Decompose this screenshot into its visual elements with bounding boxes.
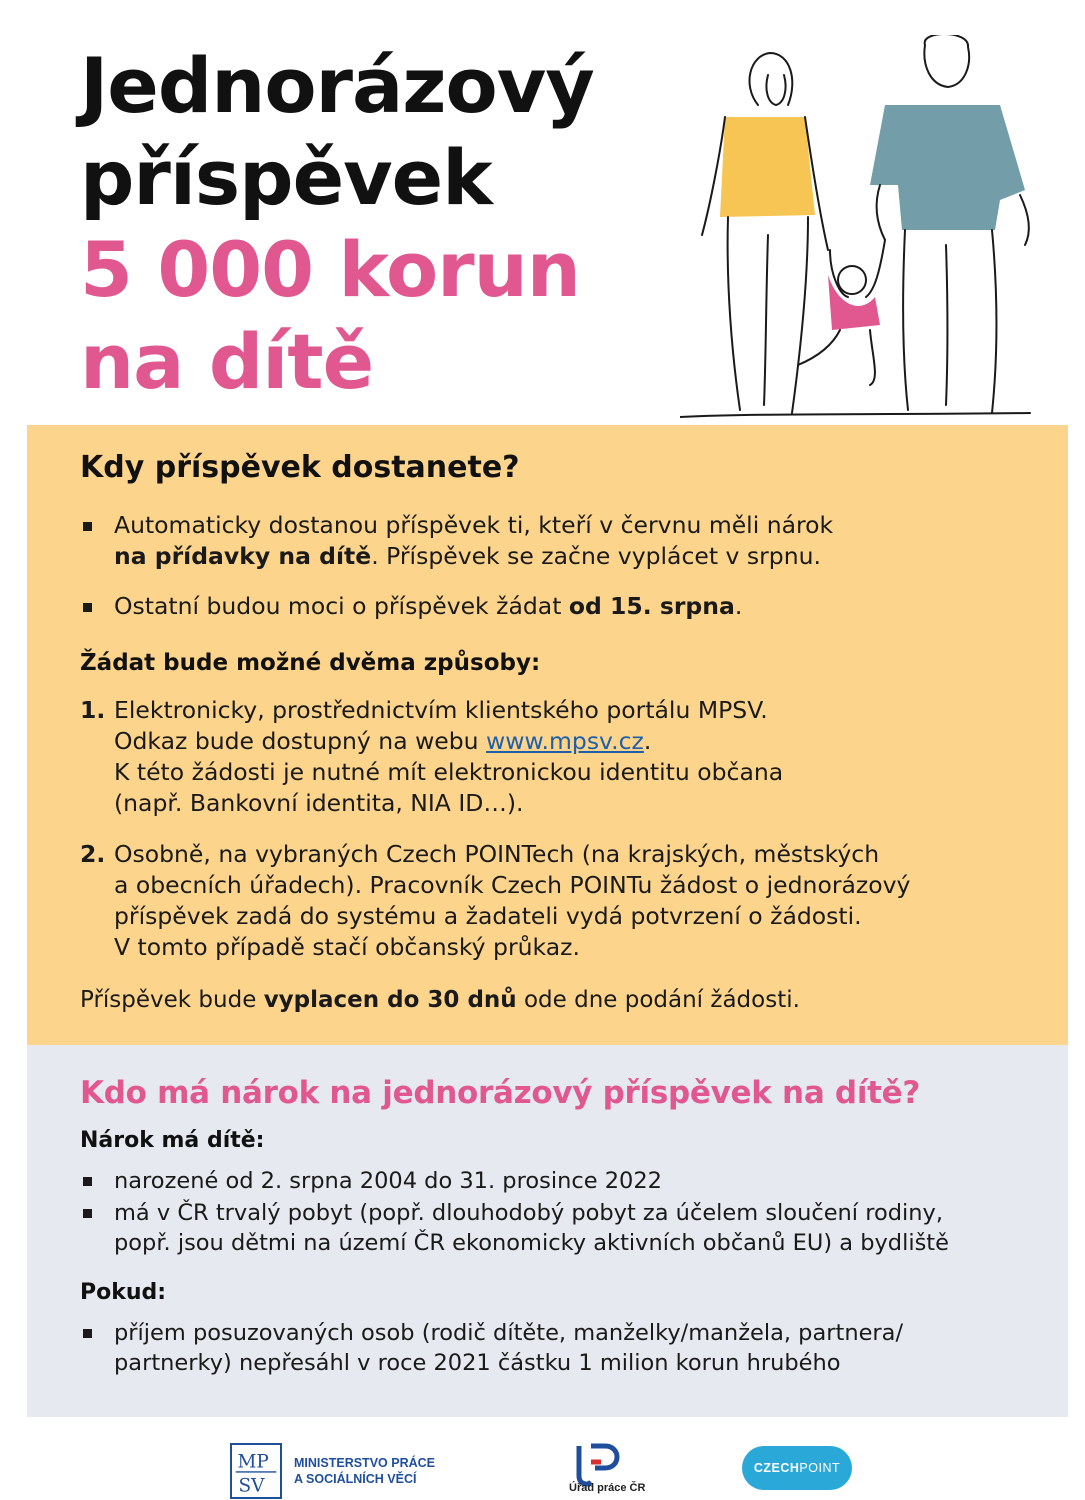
way1-line4: (např. Bankovní identita, NIA ID…). xyxy=(114,789,524,817)
bullet-square-icon xyxy=(83,522,92,531)
bullet1-tail: . Příspěvek se začne vyplácet v srpnu. xyxy=(371,542,821,570)
way2-line3: příspěvek zadá do systému a žadateli vydá potvrzení o žádosti. xyxy=(114,902,862,930)
way1-line3: K této žádosti je nutné mít elektronickou identitu občana xyxy=(114,758,784,786)
page-title xyxy=(80,40,594,408)
bullet-square-icon xyxy=(83,1177,92,1186)
payout-text: Příspěvek bude xyxy=(80,987,264,1013)
cp-part1: CZECH xyxy=(753,1461,800,1475)
who-item3-line2: partnerky) nepřesáhl v roce 2021 částku 1 milion korun hrubého xyxy=(114,1350,841,1376)
bullet-square-icon xyxy=(83,1329,92,1338)
way1-number: 1. xyxy=(80,696,106,724)
svg-text:SV: SV xyxy=(238,1475,265,1497)
mpsv-link[interactable]: www.mpsv.cz xyxy=(486,727,644,755)
way2-line4: V tomto případě stačí občanský průkaz. xyxy=(114,933,580,961)
way2-number: 2. xyxy=(80,840,106,868)
payout-tail: ode dne podání žádosti. xyxy=(516,987,800,1013)
bullet1-bold: na přídavky na dítě xyxy=(114,542,372,570)
way2-line2: a obecních úřadech). Pracovník Czech POINTu žádost o jednorázový xyxy=(114,871,911,899)
title-line-2: příspěvek xyxy=(80,133,492,222)
cp-part2: POINT xyxy=(799,1461,841,1475)
who-heading: Kdo má nárok na jednorázový příspěvek na dítě? xyxy=(80,1075,921,1111)
entitled-heading: Nárok má dítě: xyxy=(80,1128,265,1153)
amount-line-2: na dítě xyxy=(80,317,374,406)
who-item2-line2: popř. jsou dětmi na území ČR ekonomicky aktivních občanů EU) a bydliště xyxy=(114,1230,949,1256)
title-line-1: Jednorázový xyxy=(80,41,594,130)
bullet1-text: Automaticky dostanou příspěvek ti, kteří v červnu měli nárok xyxy=(114,511,834,539)
way1-line2: Odkaz bude dostupný na webu xyxy=(114,727,487,755)
mpsv-logo-icon xyxy=(230,1443,282,1499)
urad-prace-label: Úřad práce ČR xyxy=(569,1482,646,1494)
who-item1: narozené od 2. srpna 2004 do 31. prosince 2022 xyxy=(114,1168,662,1194)
czechpoint-logo xyxy=(742,1446,852,1490)
hero xyxy=(0,0,1085,425)
family-illustration xyxy=(680,35,1050,430)
bullet2-text: Ostatní budou moci o příspěvek žádat xyxy=(114,592,569,620)
way1-line1: Elektronicky, prostřednictvím klientského portálu MPSV. xyxy=(114,696,768,724)
payout-note xyxy=(80,984,1040,1016)
way1-line2-tail: . xyxy=(643,727,652,755)
way2-line1: Osobně, na vybraných Czech POINTech (na krajských, městských xyxy=(114,840,880,868)
mpsv-name xyxy=(294,1455,435,1487)
mpsv-line2: A SOCIÁLNÍCH VĚCÍ xyxy=(294,1472,417,1486)
when-heading: Kdy příspěvek dostanete? xyxy=(80,450,520,485)
svg-text:MP: MP xyxy=(237,1451,269,1473)
amount-line-1: 5 000 korun xyxy=(80,225,580,314)
who-item2-line1: má v ČR trvalý pobyt (popř. dlouhodobý pobyt za účelem sloučení rodiny, xyxy=(114,1200,943,1226)
bullet-square-icon xyxy=(83,603,92,612)
bullet-square-icon xyxy=(83,1209,92,1218)
bullet2-tail: . xyxy=(734,592,743,620)
ways-heading: Žádat bude možné dvěma způsoby: xyxy=(80,650,541,676)
who-item3-line1: příjem posuzovaných osob (rodič dítěte, manželky/manžela, partnera/ xyxy=(114,1320,904,1346)
footer xyxy=(0,1420,1085,1500)
if-heading: Pokud: xyxy=(80,1280,167,1305)
mpsv-line1: MINISTERSTVO PRÁCE xyxy=(294,1456,435,1470)
payout-bold: vyplacen do 30 dnů xyxy=(263,987,517,1013)
bullet2-bold: od 15. srpna xyxy=(568,592,735,620)
